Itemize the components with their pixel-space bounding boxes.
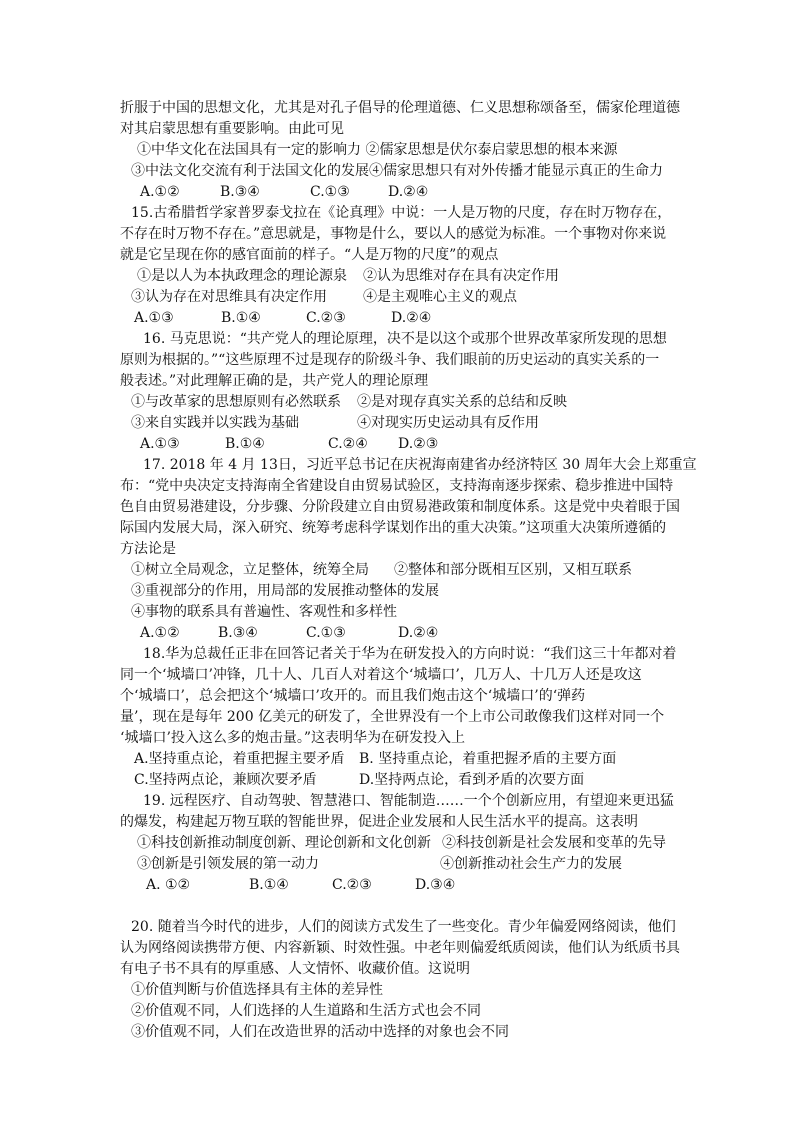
q18-stem-line: ‘城墙口’投入这么多的炮击量。”这表明华为在研发投入上 xyxy=(120,730,466,746)
q14-option-line: ①中华文化在法国具有一定的影响力 ②儒家思想是伏尔泰启蒙思想的根本来源 xyxy=(137,142,618,158)
q16-option-1: ①与改革家的思想原则有必然联系 xyxy=(131,394,341,410)
q18-choice-a: A.坚持重点论，着重把握主要矛盾 xyxy=(134,751,345,767)
q15-choices xyxy=(134,308,431,328)
q16-stem-line: 般表述。”对此理解正确的是，共产党人的理论原理 xyxy=(120,373,429,389)
q19-option-1: ①科技创新推动制度创新、理论创新和文化创新 xyxy=(137,835,431,851)
q15-option-line xyxy=(131,287,517,307)
q14-choice-b: B.③④ xyxy=(220,184,260,200)
q16-option-line xyxy=(131,392,567,412)
q18-choice-line xyxy=(134,770,584,790)
q19-choice-b: B.①④ xyxy=(249,877,289,893)
q18-stem-line: 18.华为总裁任正非在回答记者关于华为在研发投入的方向时说：“我们这三十年都对着 xyxy=(143,646,677,662)
q17-stem-line: 色自由贸易港建设，分步骤、分阶段建立自由贸易港政策和制度体系。这是党中央着眼于国 xyxy=(120,499,680,515)
q15-choice-b: B.①④ xyxy=(221,310,261,326)
q17-stem-line: 际国内发展大局，深入研究、统筹考虑科学谋划作出的重大决策。”这项重大决策所遵循的 xyxy=(120,520,667,536)
q19-option-line xyxy=(137,833,666,853)
q14-choice-a: A.①② xyxy=(140,184,180,200)
q15-option-4: ④是主观唯心主义的观点 xyxy=(363,289,517,305)
q17-stem-line: 布：“党中央决定支持海南全省建设自由贸易试验区，支持海南逐步探索、稳步推进中国特 xyxy=(120,478,674,494)
q16-option-4: ④对现实历史运动具有反作用 xyxy=(357,415,539,431)
q20-option-2: ②价值观不同，人们选择的人生道路和生活方式也会不同 xyxy=(131,1003,481,1019)
q15-choice-d: D.②④ xyxy=(391,310,432,326)
q16-choices xyxy=(140,434,438,454)
q17-option-2: ②整体和部分既相互区别，又相互联系 xyxy=(394,562,632,578)
q15-choice-c: C.②③ xyxy=(306,310,346,326)
q14-stem-line: 对其启蒙思想有重要影响。由此可见 xyxy=(120,121,344,137)
q20-stem-line: 认为网络阅读携带方便、内容新颖、时效性强。中老年则偏爱纸质阅读，他们认为纸质书具 xyxy=(120,940,680,956)
q16-choice-b: B.①④ xyxy=(225,436,265,452)
q17-stem-line: 17. 2018 年 4 月 13日，习近平总书记在庆祝海南建省办经济特区 30 周年大会上郑重宣 xyxy=(143,457,697,473)
q14-option-line: ③中法文化交流有利于法国文化的发展④儒家思想只有对外传播才能显示真正的生命力 xyxy=(131,163,663,179)
q15-option-line xyxy=(137,266,559,286)
q18-choice-c: C.坚持两点论，兼顾次要矛盾 xyxy=(134,772,317,788)
q18-choice-b: B. 坚持重点论，着重把握矛盾的主要方面 xyxy=(359,751,617,767)
q17-option-line xyxy=(131,560,632,580)
q17-choice-c: C.①③ xyxy=(306,625,346,641)
q16-choice-d: D.②③ xyxy=(398,436,439,452)
q16-stem-line: 原则为根据的。”“这些原理不过是现存的阶级斗争、我们眼前的历史运动的真实关系的一 xyxy=(120,352,660,368)
q19-stem-line: 19. 远程医疗、自动驾驶、智慧港口、智能制造……一个个创新应用，有望迎来更迅猛 xyxy=(143,793,674,809)
q14-choice-c: C.①③ xyxy=(310,184,350,200)
q19-choice-d: D.③④ xyxy=(415,877,456,893)
q20-option-1: ①价值判断与价值选择具有主体的差异性 xyxy=(131,982,383,998)
q19-option-4: ④创新推动社会生产力的发展 xyxy=(440,856,622,872)
q19-choice-a: A. ①② xyxy=(146,877,191,893)
q16-option-line xyxy=(131,413,539,433)
q17-option-1: ①树立全局观念，立足整体，统筹全局 xyxy=(131,562,369,578)
q19-choices xyxy=(146,875,455,895)
q19-choice-c: C.②③ xyxy=(332,877,372,893)
q18-stem-line: 同一个‘城墙口’冲锋，几十人、几百人对着这个‘城墙口’，几万人、十几万人还是攻这 xyxy=(120,667,642,683)
q19-stem-line: 的爆发，构建起万物互联的智能世界，促进企业发展和人民生活水平的提高。这表明 xyxy=(120,814,638,830)
q17-choice-a: A.①② xyxy=(140,625,180,641)
q17-option-3: ③重视部分的作用，用局部的发展推动整体的发展 xyxy=(131,583,439,599)
q15-option-3: ③认为存在对思维具有决定作用 xyxy=(131,289,327,305)
q20-option-3: ③价值观不同，人们在改造世界的活动中选择的对象也会不同 xyxy=(131,1024,509,1040)
q16-option-2: ②是对现存真实关系的总结和反映 xyxy=(357,394,567,410)
q15-stem-line: 15.古希腊哲学家普罗泰戈拉在《论真理》中说：一人是万物的尺度，存在时万物存在， xyxy=(131,205,672,221)
q15-option-1: ①是以人为本执政理念的理论源泉 xyxy=(137,268,347,284)
q14-stem-line: 折服于中国的思想文化，尤其是对孔子倡导的伦理道德、仁义思想称颂备至，儒家伦理道德 xyxy=(120,100,680,116)
q19-option-3: ③创新是引领发展的第一动力 xyxy=(137,856,319,872)
q14-choice-d: D.②④ xyxy=(388,184,429,200)
q18-choice-d: D.坚持两点论，看到矛盾的次要方面 xyxy=(359,772,585,788)
q15-option-2: ②认为思维对存在具有决定作用 xyxy=(363,268,559,284)
q16-stem-line: 16. 马克思说：“共产党人的理论原理，决不是以这个或那个世界改革家所发现的思想 xyxy=(143,331,667,347)
q16-choice-a: A.①③ xyxy=(140,436,180,452)
q18-choice-line xyxy=(134,749,616,769)
q19-option-line xyxy=(137,854,622,874)
q17-choices xyxy=(140,623,438,643)
q15-choice-a: A.①③ xyxy=(134,310,174,326)
q16-choice-c: C.②④ xyxy=(328,436,368,452)
q20-stem-line: 有电子书不具有的厚重感、人文情怀、收藏价值。这说明 xyxy=(120,961,470,977)
q20-stem-line: 20. 随着当今时代的进步，人们的阅读方式发生了一些变化。青少年偏爱网络阅读，他们 xyxy=(131,919,676,935)
q17-option-4: ④事物的联系具有普遍性、客观性和多样性 xyxy=(131,604,397,620)
q18-stem-line: 量’，现在是每年 200 亿美元的研发了，全世界没有一个上市公司敢像我们这样对同一个 xyxy=(120,709,665,725)
q18-stem-line: 个‘城墙口’，总会把这个‘城墙口’攻开的。而且我们炮击这个‘城墙口’的‘弹药 xyxy=(120,688,586,704)
q19-option-2: ②科技创新是社会发展和变革的先导 xyxy=(442,835,666,851)
q14-choices xyxy=(140,182,428,202)
q17-stem-line: 方法论是 xyxy=(120,541,176,557)
q16-option-3: ③来自实践并以实践为基础 xyxy=(131,415,299,431)
q17-choice-b: B.③④ xyxy=(218,625,258,641)
q15-stem-line: 就是它呈现在你的感官面前的样子。“人是万物的尺度”的观点 xyxy=(120,247,499,263)
q15-stem-line: 不存在时万物不存在。”意思就是，事物是什么，要以人的感觉为标准。一个事物对你来说 xyxy=(120,226,667,242)
q17-choice-d: D.②④ xyxy=(398,625,439,641)
